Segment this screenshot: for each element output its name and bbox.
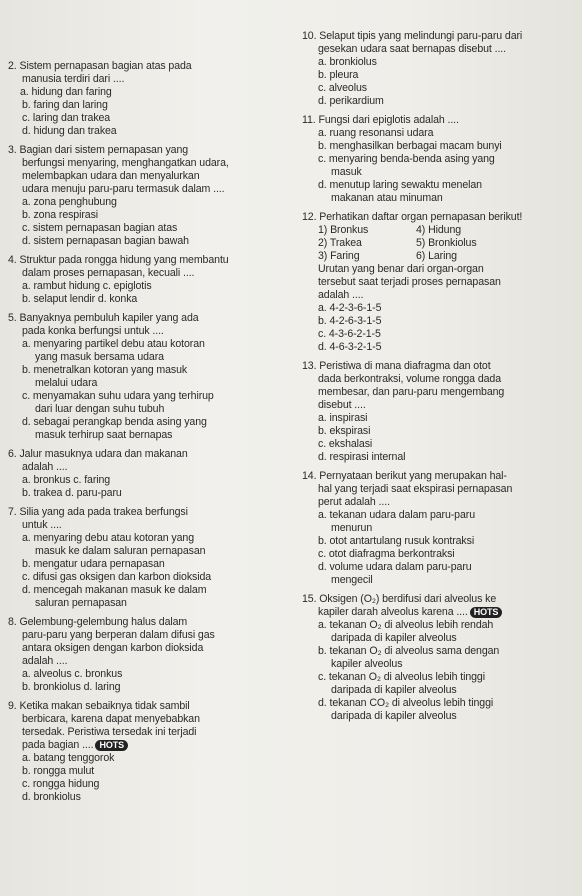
question-line: [20, 86, 112, 98]
question-line: [22, 474, 110, 486]
question-line: [318, 561, 472, 573]
question-line: [318, 496, 390, 508]
line-text: untuk ....: [22, 519, 62, 531]
question-line: [35, 545, 205, 557]
question-line: [318, 140, 502, 152]
question-line: [22, 726, 196, 738]
question-line: [318, 328, 381, 340]
question-line: [22, 338, 205, 350]
question-line: [318, 237, 362, 249]
line-text: 4. Struktur pada rongga hidung yang membantu: [8, 254, 229, 266]
hots-badge: HOTS: [470, 607, 503, 618]
line-text: perut adalah ....: [318, 496, 390, 508]
line-text: a. inspirasi: [318, 412, 368, 424]
line-text: a. menyaring debu atau kotoran yang: [22, 532, 195, 544]
question-line: [416, 250, 457, 262]
question-line: [22, 183, 224, 195]
question-line: [8, 700, 190, 712]
line-text: daripada di kapiler alveolus: [331, 684, 457, 696]
question-line: [318, 263, 484, 275]
question-line: [22, 99, 108, 111]
question-line: [22, 280, 152, 292]
line-text: d. perikardium: [318, 95, 384, 107]
line-text: c. laring dan trakea: [22, 112, 111, 124]
question-line: [318, 82, 367, 94]
question-line: [318, 451, 405, 463]
line-text: berfungsi menyaring, menghangatkan udara,: [22, 157, 229, 169]
line-text: b. selaput lendir d. konka: [22, 293, 138, 305]
line-text: melalui udara: [35, 377, 98, 389]
line-text: 13. Peristiwa di mana diafragma dan otot: [302, 360, 491, 372]
question-line: [22, 235, 189, 247]
line-text: udara menuju paru-paru termasuk dalam ....: [22, 183, 225, 195]
line-text: makanan atau minuman: [331, 192, 443, 204]
line-text: adalah ....: [22, 655, 68, 667]
line-text: a. zona penghubung: [22, 196, 117, 208]
line-text: tersebut saat terjadi proses pernapasan: [318, 276, 501, 288]
question-line: [416, 237, 477, 249]
line-text: pada konka berfungsi untuk ....: [22, 325, 164, 337]
line-text: 10. Selaput tipis yang melindungi paru-paru dari: [302, 30, 523, 42]
line-text: 5. Banyaknya pembuluh kapiler yang ada: [8, 312, 199, 324]
line-text: b. mengatur udara pernapasan: [22, 558, 165, 570]
question-line: [318, 412, 367, 424]
line-text: 8. Gelembung-gelembung halus dalam: [8, 616, 188, 628]
question-line: [318, 289, 363, 301]
line-text: 3. Bagian dari sistem pernapasan yang: [8, 144, 189, 156]
line-text: c. menyamakan suhu udara yang terhirup: [22, 390, 214, 402]
line-text: d. respirasi internal: [318, 451, 406, 463]
question-line: [22, 73, 124, 85]
question-line: [22, 487, 122, 499]
question-line: [318, 535, 474, 547]
question-line: [416, 224, 461, 236]
line-text: a. bronkiolus: [318, 56, 377, 68]
question-line: [318, 509, 475, 521]
line-text: b. ekspirasi: [318, 425, 371, 437]
line-text: a. 4-2-3-6-1-5: [318, 302, 382, 314]
line-text: saluran pernapasan: [35, 597, 127, 609]
question-line: [22, 739, 128, 751]
line-text: masuk: [331, 166, 362, 178]
line-text: b. faring dan laring: [22, 99, 108, 111]
question-line: [22, 584, 206, 596]
question-line: [8, 312, 199, 324]
question-line: [35, 403, 164, 415]
line-text: dari luar dengan suhu tubuh: [35, 403, 165, 415]
line-text: b. menetralkan kotoran yang masuk: [22, 364, 188, 376]
question-line: [22, 519, 62, 531]
question-line: [318, 386, 504, 398]
line-text: masuk ke dalam saluran pernapasan: [35, 545, 206, 557]
question-line: [318, 302, 381, 314]
line-text: 9. Ketika makan sebaiknya tidak sambil: [8, 700, 190, 712]
question-line: [318, 373, 501, 385]
line-text: d. tekanan CO₂ di alveolus lebih tinggi: [318, 697, 494, 709]
question-line: [318, 438, 372, 450]
question-line: [22, 125, 117, 137]
question-line: [22, 629, 215, 641]
question-line: [8, 448, 188, 460]
question-line: [302, 593, 496, 605]
question-line: [22, 209, 98, 221]
line-text: membesar, dan paru-paru mengembang: [318, 386, 505, 398]
line-text: 15. Oksigen (O₂) berdifusi dari alveolus ke: [302, 593, 497, 605]
line-text: a. alveolus c. bronkus: [22, 668, 123, 680]
question-line: [318, 315, 381, 327]
line-text: c. sistem pernapasan bagian atas: [22, 222, 178, 234]
line-text: kapiler darah alveolus karena ....: [318, 606, 468, 618]
question-line: [22, 668, 122, 680]
question-line: [318, 619, 493, 631]
question-line: [318, 224, 368, 236]
question-line: [331, 632, 457, 644]
line-text: c. tekanan O₂ di alveolus lebih tinggi: [318, 671, 485, 683]
question-line: [22, 558, 165, 570]
line-text: daripada di kapiler alveolus: [331, 632, 457, 644]
question-line: [22, 196, 117, 208]
line-text: b. bronkiolus d. laring: [22, 681, 121, 693]
question-line: [318, 56, 377, 68]
question-line: [302, 114, 459, 126]
line-text: c. ekshalasi: [318, 438, 373, 450]
line-text: antara oksigen dengan karbon dioksida: [22, 642, 204, 654]
question-line: [22, 532, 194, 544]
line-text: 12. Perhatikan daftar organ pernapasan berikut!: [302, 211, 523, 223]
line-text: mengecil: [331, 574, 373, 586]
line-text: d. volume udara dalam paru-paru: [318, 561, 472, 573]
line-text: d. bronkiolus: [22, 791, 81, 803]
question-line: [318, 43, 506, 55]
question-line: [331, 658, 402, 670]
question-line: [22, 778, 99, 790]
line-text: a. tekanan udara dalam paru-paru: [318, 509, 475, 521]
line-text: c. otot diafragma berkontraksi: [318, 548, 455, 560]
question-line: [35, 351, 164, 363]
line-text: b. trakea d. paru-paru: [22, 487, 122, 499]
question-line: [302, 470, 507, 482]
question-line: [318, 153, 495, 165]
line-text: manusia terdiri dari ....: [22, 73, 125, 85]
line-text: adalah ....: [22, 461, 68, 473]
line-text: c. rongga hidung: [22, 778, 100, 790]
question-line: [22, 364, 187, 376]
line-text: disebut ....: [318, 399, 366, 411]
question-line: [318, 95, 384, 107]
line-text: pada bagian ....: [22, 739, 94, 751]
question-line: [35, 597, 127, 609]
question-line: [318, 697, 493, 709]
line-text: 3) Faring: [318, 250, 360, 262]
line-text: c. alveolus: [318, 82, 367, 94]
question-line: [8, 254, 229, 266]
question-line: [331, 684, 457, 696]
question-line: [22, 461, 67, 473]
line-text: a. tekanan O₂ di alveolus lebih rendah: [318, 619, 494, 631]
line-text: gesekan udara saat bernapas disebut ....: [318, 43, 506, 55]
line-text: adalah ....: [318, 289, 364, 301]
question-line: [22, 655, 67, 667]
line-text: d. sistem pernapasan bagian bawah: [22, 235, 189, 247]
question-line: [318, 250, 360, 262]
line-text: a. hidung dan faring: [20, 86, 112, 98]
line-text: b. zona respirasi: [22, 209, 99, 221]
line-text: paru-paru yang berperan dalam difusi gas: [22, 629, 215, 641]
question-line: [318, 127, 433, 139]
line-text: b. tekanan O₂ di alveolus sama dengan: [318, 645, 500, 657]
question-line: [22, 112, 110, 124]
line-text: masuk terhirup saat bernapas: [35, 429, 173, 441]
line-text: 7. Silia yang ada pada trakea berfungsi: [8, 506, 188, 518]
question-line: [318, 341, 381, 353]
line-text: b. pleura: [318, 69, 359, 81]
question-line: [22, 170, 200, 182]
line-text: tersedak. Peristiwa tersedak ini terjadi: [22, 726, 197, 738]
question-line: [22, 267, 194, 279]
line-text: d. menutup laring sewaktu menelan: [318, 179, 482, 191]
question-line: [22, 791, 81, 803]
line-text: daripada di kapiler alveolus: [331, 710, 457, 722]
question-line: [318, 606, 502, 618]
line-text: 11. Fungsi dari epiglotis adalah ....: [302, 114, 459, 126]
question-line: [318, 671, 485, 683]
line-text: a. batang tenggorok: [22, 752, 115, 764]
question-line: [22, 642, 203, 654]
line-text: b. otot antartulang rusuk kontraksi: [318, 535, 475, 547]
line-text: d. sebagai perangkap benda asing yang: [22, 416, 207, 428]
question-line: [22, 765, 94, 777]
line-text: a. rambut hidung c. epiglotis: [22, 280, 152, 292]
line-text: c. 4-3-6-2-1-5: [318, 328, 381, 340]
question-line: [318, 69, 358, 81]
question-line: [22, 325, 164, 337]
question-line: [8, 616, 187, 628]
question-line: [318, 548, 455, 560]
hots-badge: HOTS: [95, 740, 128, 751]
line-text: a. bronkus c. faring: [22, 474, 111, 486]
question-line: [8, 60, 192, 72]
line-text: c. menyaring benda-benda asing yang: [318, 153, 495, 165]
question-line: [302, 211, 522, 223]
question-line: [22, 571, 211, 583]
question-line: [331, 710, 457, 722]
line-text: d. hidung dan trakea: [22, 125, 117, 137]
line-text: d. 4-6-3-2-1-5: [318, 341, 382, 353]
line-text: c. difusi gas oksigen dan karbon dioksida: [22, 571, 212, 583]
line-text: b. 4-2-6-3-1-5: [318, 315, 382, 327]
line-text: berbicara, karena dapat menyebabkan: [22, 713, 200, 725]
line-text: 14. Pernyataan berikut yang merupakan hal-: [302, 470, 507, 482]
line-text: 2) Trakea: [318, 237, 362, 249]
line-text: hal yang terjadi saat ekspirasi pernapasan: [318, 483, 513, 495]
question-line: [331, 192, 443, 204]
question-line: [8, 506, 188, 518]
line-text: 5) Bronkiolus: [416, 237, 477, 249]
question-line: [22, 713, 200, 725]
question-line: [22, 752, 114, 764]
question-line: [22, 390, 214, 402]
question-line: [302, 360, 491, 372]
line-text: a. menyaring partikel debu atau kotoran: [22, 338, 205, 350]
line-text: dada berkontraksi, volume rongga dada: [318, 373, 501, 385]
line-text: 2. Sistem pernapasan bagian atas pada: [8, 60, 192, 72]
line-text: 6) Laring: [416, 250, 457, 262]
question-line: [318, 645, 499, 657]
line-text: b. rongga mulut: [22, 765, 95, 777]
question-line: [318, 483, 512, 495]
line-text: b. menghasilkan berbagai macam bunyi: [318, 140, 502, 152]
question-line: [8, 144, 188, 156]
line-text: Urutan yang benar dari organ-organ: [318, 263, 484, 275]
line-text: 4) Hidung: [416, 224, 462, 236]
question-line: [331, 574, 373, 586]
question-line: [35, 429, 172, 441]
question-line: [318, 399, 366, 411]
line-text: yang masuk bersama udara: [35, 351, 164, 363]
question-line: [318, 425, 370, 437]
line-text: d. mencegah makanan masuk ke dalam: [22, 584, 207, 596]
question-line: [35, 377, 97, 389]
question-line: [22, 681, 120, 693]
line-text: 6. Jalur masuknya udara dan makanan: [8, 448, 188, 460]
line-text: menurun: [331, 522, 373, 534]
line-text: 1) Bronkus: [318, 224, 369, 236]
question-line: [22, 416, 207, 428]
question-line: [22, 293, 137, 305]
question-line: [302, 30, 522, 42]
question-line: [318, 276, 501, 288]
question-line: [331, 166, 362, 178]
question-line: [22, 157, 229, 169]
question-line: [22, 222, 177, 234]
line-text: kapiler alveolus: [331, 658, 403, 670]
line-text: melembapkan udara dan menyalurkan: [22, 170, 200, 182]
line-text: a. ruang resonansi udara: [318, 127, 434, 139]
line-text: dalam proses pernapasan, kecuali ....: [22, 267, 195, 279]
question-line: [318, 179, 482, 191]
question-line: [331, 522, 372, 534]
